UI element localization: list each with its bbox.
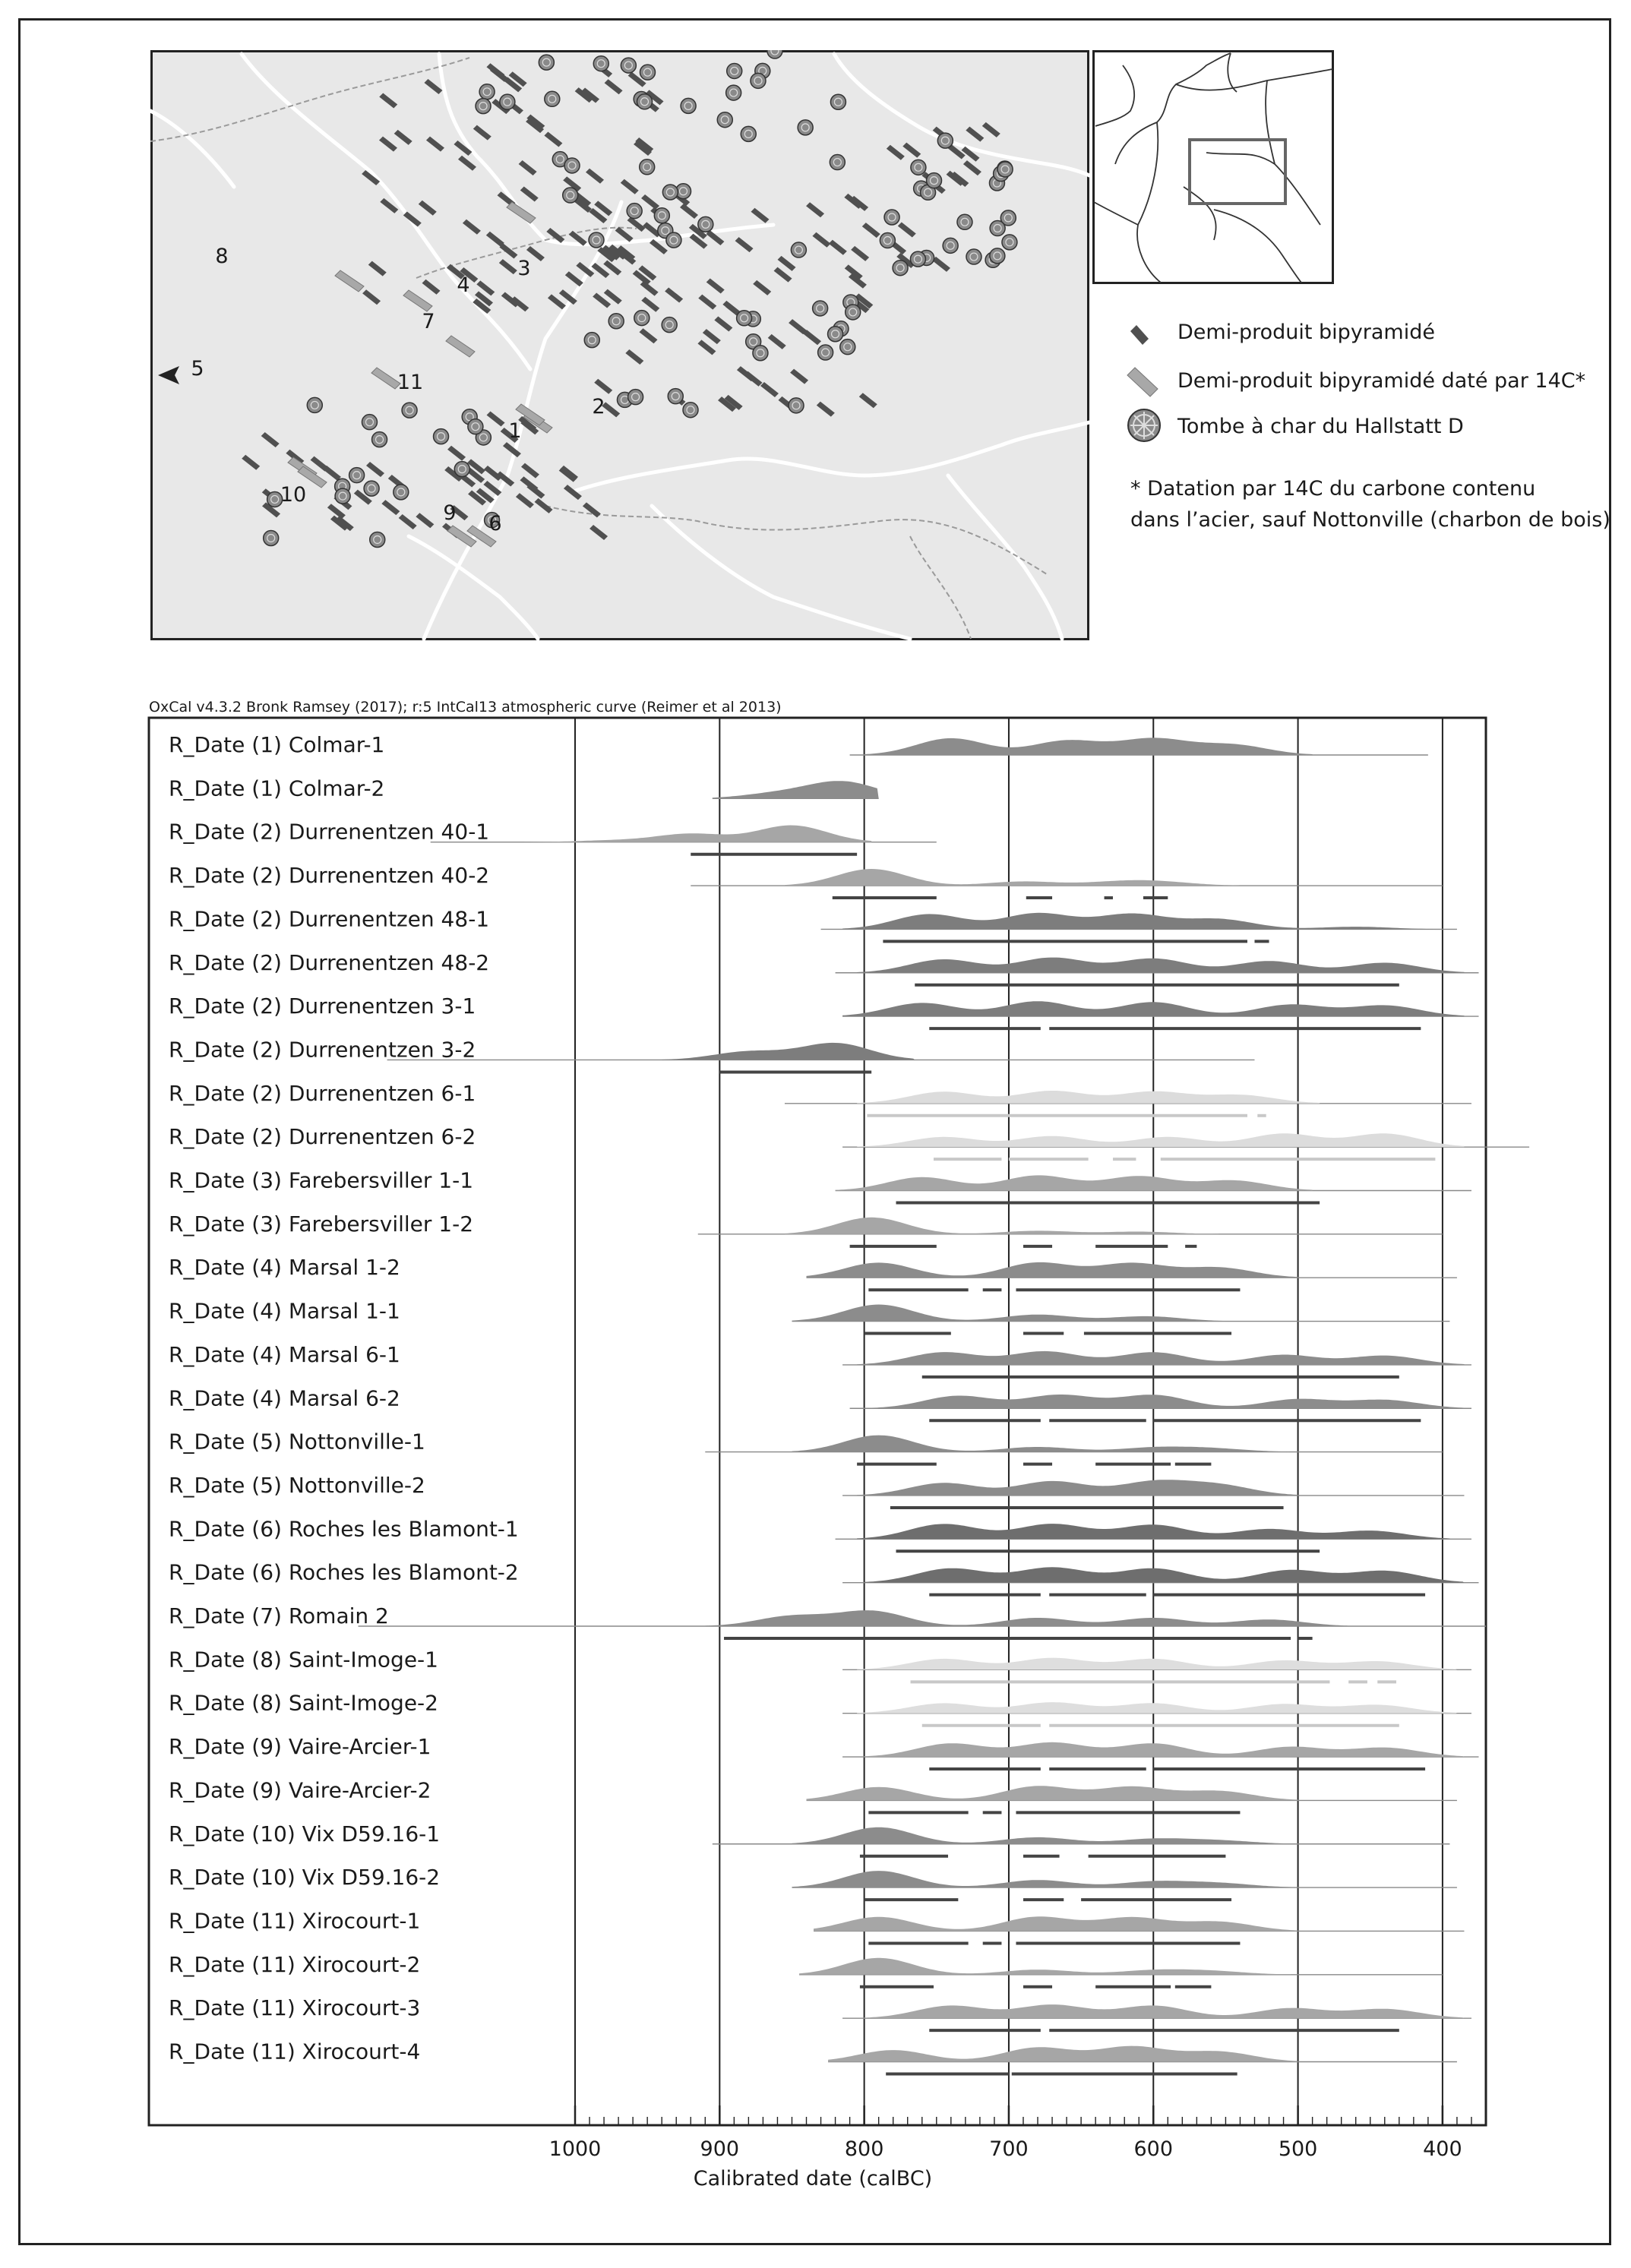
legend-bipyramid-label: Demi-produit bipyramidé — [1177, 321, 1435, 344]
site-label-11: 11 — [397, 371, 424, 394]
x-tick-label: 700 — [989, 2137, 1029, 2161]
x-axis-title: Calibrated date (calBC) — [693, 2167, 933, 2191]
site-label-4: 4 — [457, 273, 470, 297]
date-row-label: R_Date (2) Durrenentzen 48-2 — [169, 949, 490, 975]
site-label-3: 3 — [517, 257, 531, 280]
date-row-label: R_Date (2) Durrenentzen 3-1 — [169, 993, 476, 1019]
date-row-label: R_Date (5) Nottonville-1 — [169, 1429, 425, 1455]
site-label-5: 5 — [191, 357, 204, 381]
site-label-9: 9 — [443, 501, 457, 525]
x-tick-label: 800 — [844, 2137, 884, 2161]
date-row-label: R_Date (3) Farebersviller 1-2 — [169, 1211, 474, 1237]
date-row-label: R_Date (1) Colmar-2 — [169, 775, 385, 801]
date-row-label: R_Date (2) Durrenentzen 3-2 — [169, 1037, 476, 1063]
site-label-10: 10 — [280, 483, 307, 507]
date-row-label: R_Date (7) Romain 2 — [169, 1603, 389, 1628]
legend-note-line-1: * Datation par 14C du carbone contenu — [1130, 477, 1536, 501]
site-label-1: 1 — [508, 419, 522, 443]
date-row-label: R_Date (10) Vix D59.16-2 — [169, 1865, 441, 1891]
date-row-label: R_Date (2) Durrenentzen 6-2 — [169, 1124, 476, 1150]
date-row-label: R_Date (2) Durrenentzen 6-1 — [169, 1080, 476, 1106]
date-row-label: R_Date (11) Xirocourt-2 — [169, 1951, 421, 1977]
date-row-label: R_Date (9) Vaire-Arcier-2 — [169, 1777, 431, 1803]
legend-note-line-2: dans l’acier, sauf Nottonville (charbon de bois) — [1130, 508, 1610, 532]
date-row-label: R_Date (5) Nottonville-2 — [169, 1472, 425, 1498]
date-row-label: R_Date (6) Roches les Blamont-1 — [169, 1516, 519, 1542]
date-row-label: R_Date (3) Farebersviller 1-1 — [169, 1167, 474, 1193]
site-label-2: 2 — [592, 395, 605, 419]
date-row-label: R_Date (8) Saint-Imoge-1 — [169, 1647, 438, 1673]
x-tick-label: 900 — [700, 2137, 740, 2161]
date-row-label: R_Date (8) Saint-Imoge-2 — [169, 1690, 438, 1716]
date-row-label: R_Date (4) Marsal 6-2 — [169, 1385, 400, 1411]
x-tick-label: 1000 — [548, 2137, 602, 2161]
date-row-label: R_Date (11) Xirocourt-1 — [169, 1908, 421, 1934]
date-row-label: R_Date (2) Durrenentzen 48-1 — [169, 906, 490, 932]
date-row-label: R_Date (11) Xirocourt-4 — [169, 2039, 421, 2064]
site-label-6: 6 — [488, 512, 502, 535]
date-row-label: R_Date (1) Colmar-1 — [169, 732, 385, 757]
date-row-label: R_Date (11) Xirocourt-3 — [169, 1995, 421, 2021]
date-row-label: R_Date (2) Durrenentzen 40-2 — [169, 863, 490, 889]
x-tick-label: 500 — [1278, 2137, 1318, 2161]
date-row-label: R_Date (6) Roches les Blamont-2 — [169, 1559, 519, 1585]
date-row-label: R_Date (10) Vix D59.16-1 — [169, 1821, 441, 1846]
oxcal-header: OxCal v4.3.2 Bronk Ramsey (2017); r:5 IntCal13 atmospheric curve (Reimer et al 2013) — [149, 699, 782, 715]
legend-bipyramid-dated-label: Demi-produit bipyramidé daté par 14C* — [1177, 369, 1586, 393]
date-row-label: R_Date (4) Marsal 1-1 — [169, 1298, 400, 1324]
site-label-7: 7 — [422, 310, 435, 333]
date-row-label: R_Date (2) Durrenentzen 40-1 — [169, 819, 490, 845]
date-row-label: R_Date (9) Vaire-Arcier-1 — [169, 1734, 431, 1760]
date-row-label: R_Date (4) Marsal 1-2 — [169, 1255, 400, 1281]
date-row-label: R_Date (4) Marsal 6-1 — [169, 1341, 400, 1367]
site-label-8: 8 — [215, 245, 229, 268]
x-tick-label: 400 — [1423, 2137, 1462, 2161]
legend-chariot-tomb-label: Tombe à char du Hallstatt D — [1177, 415, 1464, 438]
x-tick-label: 600 — [1133, 2137, 1174, 2161]
